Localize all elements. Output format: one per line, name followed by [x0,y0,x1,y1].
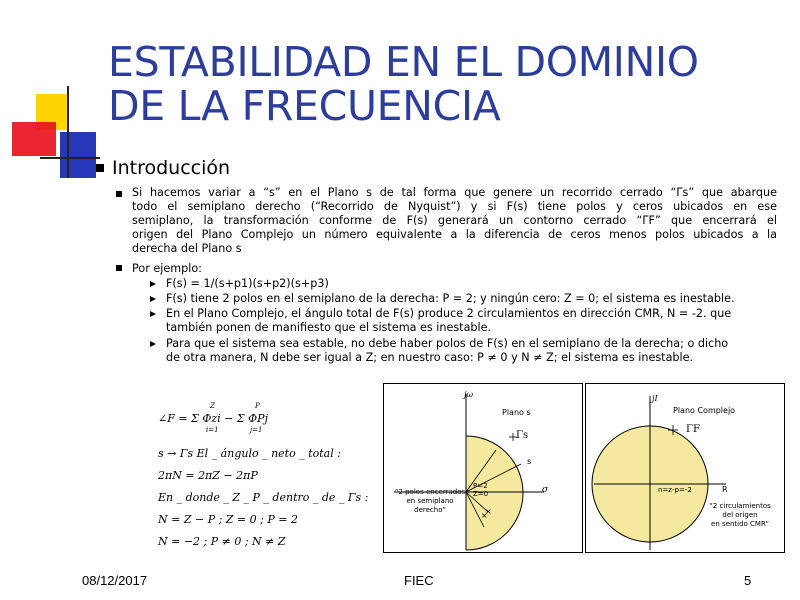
paragraph-1-line: derecha del Plano s [132,242,242,255]
figure-plano-s [383,383,583,553]
logo-blue-square [60,132,96,178]
slide-title-line1: ESTABILIDAD EN EL DOMINIO [108,38,699,86]
paragraph-2: Por ejemplo: [132,262,202,275]
slide-title [108,40,788,128]
footer-center: FIEC [404,573,434,588]
footer-date: 08/12/2017 [82,573,148,588]
paragraph-1-line: Si hacemos variar a “s” en el Plano s de tal forma que genere un recorrido cerrado “Γs” que abarque [132,186,777,199]
formula-definition: En _ donde _ Z _ P _ dentro _ de _ Γs : [158,491,369,504]
sub-item: Para que el sistema sea estable, no debe haber polos de F(s) en el semiplano de la derecha; o dicho [166,337,729,350]
sub-bullet-icon [150,296,156,302]
logo-vertical-line [67,86,69,178]
plano-complejo-contour: ΓF [686,424,700,435]
sub-item-continued: también ponen de manifiesto que el sistema es inestable. [166,321,492,334]
slide-title-line2: DE LA FRECUENCIA [108,82,501,130]
sub-item: F(s) tiene 2 polos en el semiplano de la derecha: P = 2; y ningún cero: Z = 0; el sistema es inestable. [166,292,735,305]
plano-s-axis-v: jω [464,390,474,399]
plano-s-caption: “2 polos encerrados en semiplano derecho” [394,488,466,514]
sum2-bottom: j=1 [250,426,263,434]
paragraph-1-line: semiplano, la transformación conforme de F(s) generará un contorno cerrado “ΓF” que encerrará el [132,214,777,227]
formula-contour: s → Γs El _ ángulo _ neto _ total : [158,447,341,460]
sub-item-continued: de otra manera, N debe ser igual a Z; en nuestro caso: P ≠ 0 y N ≠ Z; el sistema es inestable. [166,351,694,364]
sub-bullet-icon [150,341,156,347]
formula-angle-equation: 2πN = 2πZ − 2πP [158,469,258,482]
bullet-icon [116,191,122,197]
plano-s-poles-note: P=2 Z=0 [473,482,489,498]
bullet-icon [116,265,122,271]
sub-bullet-icon [150,281,156,287]
plano-s-title: Plano s [502,408,531,417]
paragraph-1-line: origen del Plano Complejo un número equivalente a la diferencia de ceros menos polos ubicados a la [132,228,777,241]
formula-angle-text: ∠F = Σ Φzi − Σ ΦPj [158,412,268,425]
sub-item: En el Plano Complejo, el ángulo total de F(s) produce 2 circulamientos en dirección CMR, N = -2. que [166,307,732,320]
sum1-top: Z [210,402,215,410]
sub-item-formula: F(s) = 1/(s+p1)(s+p2)(s+p3) [166,277,329,290]
plano-complejo-caption: “2 circulamientos del origen en sentido CMR” [709,502,771,528]
sub-bullet-icon [150,311,156,317]
plano-complejo-axis-h: R [722,485,728,494]
paragraph-1 [132,186,777,256]
logo-red-square [12,122,56,156]
plano-complejo-axis-v: jI [652,394,658,403]
formula-values: N = Z − P ; Z = 0 ; P = 2 [158,513,298,526]
formula-angle [158,412,268,425]
sum2-top: P [255,402,260,410]
figure-plano-complejo [585,383,785,553]
plano-s-contour: Γs [516,430,529,441]
formula-result: N = −2 ; P ≠ 0 ; N ≠ Z [158,535,286,548]
plano-s-diagram [384,384,582,552]
sum1-bottom: i=1 [206,426,219,434]
svg-text:×: × [485,507,492,516]
plano-complejo-title: Plano Complejo [673,406,736,415]
paragraph-1-line: todo el semiplano derecho (“Recorrido de Nyquist”) y si F(s) tiene polos y ceros ubicados en ese [132,200,777,213]
plano-complejo-n-label: n=z-p=-2 [658,486,692,494]
section-bullet-icon [96,164,104,172]
plano-s-axis-h: σ [542,485,549,495]
svg-text:×: × [481,511,488,520]
footer-page-number: 5 [744,573,752,588]
plano-s-point: s [527,457,532,466]
logo-horizontal-line [40,157,100,159]
section-heading: Introducción [112,157,231,179]
